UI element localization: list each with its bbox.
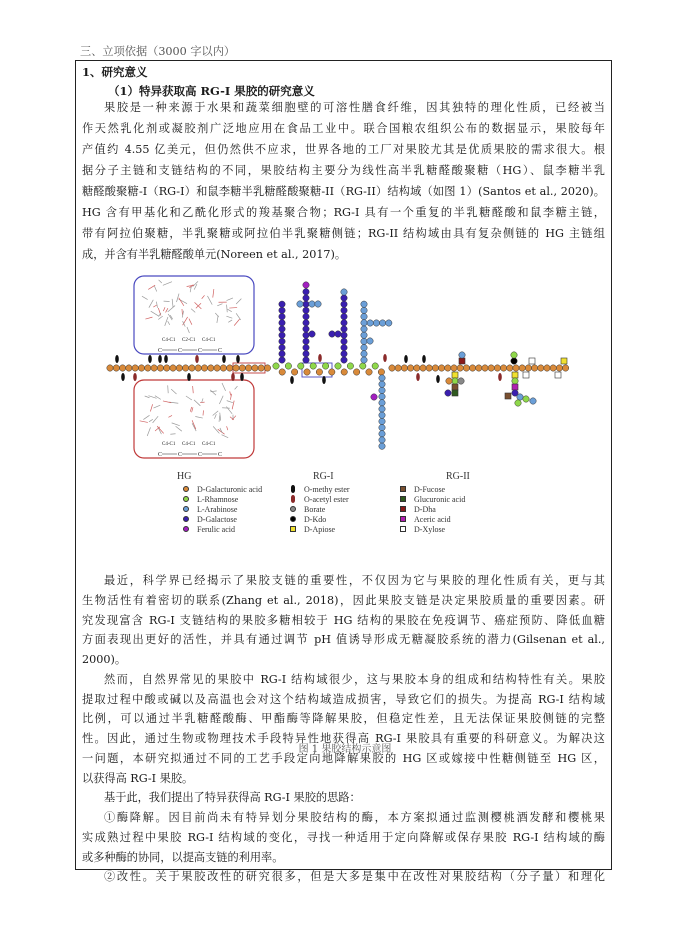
galacturonic-acid-unit: [220, 365, 226, 371]
galacturonic-acid-unit: [201, 365, 207, 371]
galactose-unit: [279, 320, 285, 326]
acetyl-ester-mark: [133, 373, 137, 381]
galacturonic-acid-unit: [304, 369, 310, 375]
galacturonic-acid-unit: [164, 365, 170, 371]
apiose-unit: [561, 358, 567, 364]
galacturonic-acid-unit: [252, 365, 258, 371]
galactose-unit: [341, 326, 347, 332]
arabinose-unit: [367, 320, 373, 326]
acetyl-ester-mark: [195, 355, 199, 363]
rhamnose-unit: [515, 400, 521, 406]
rhamnose-unit: [273, 363, 279, 369]
text-line: 实成熟过程中果胶 RG-I 结构域的变化，寻找一种适用于定向降解或保存果胶 RG-I 结构域的酶: [82, 830, 605, 844]
text-line: 2000)。: [82, 653, 127, 666]
galactose-unit: [341, 338, 347, 344]
linkage-label: C4-C1: [202, 442, 216, 447]
text-line: ②改性。关于果胶改性的研究很多，但是大多是集中在改性对果胶结构（分子量）和理化: [104, 870, 605, 884]
galacturonic-acid-unit: [538, 365, 544, 371]
xylose-unit: [523, 372, 529, 378]
galactose-unit: [279, 313, 285, 319]
galacturonic-acid-unit: [451, 365, 457, 371]
arabinose-unit: [361, 351, 367, 357]
galacturonic-acid-unit: [119, 365, 125, 371]
legend-swatch-icon: [400, 506, 406, 512]
arabinose-unit: [315, 301, 321, 307]
arabinose-unit: [379, 418, 385, 424]
galacturonic-acid-unit: [279, 369, 285, 375]
apiose-unit: [452, 372, 458, 378]
arabinose-unit: [297, 301, 303, 307]
rhamnose-unit: [452, 378, 458, 384]
galacturonic-acid-unit: [438, 365, 444, 371]
text-line: 成，并含有半乳糖醛酸单元(Noreen et al., 2017)。: [82, 248, 347, 261]
ferulic-acid-unit: [371, 394, 377, 400]
legend-label: Borate: [304, 504, 326, 514]
galactose-unit: [279, 332, 285, 338]
linkage-label: C4-C1: [202, 338, 216, 343]
galacturonic-acid-unit: [469, 365, 475, 371]
rhamnose-unit: [310, 363, 316, 369]
arabinose-unit: [361, 357, 367, 363]
arabinose-unit: [361, 307, 367, 313]
figure-caption: 图 1 果胶结构示意图: [298, 744, 392, 755]
legend-item: [290, 494, 350, 504]
legend-swatch-icon: [183, 506, 189, 512]
galacturonic-acid-unit: [531, 365, 537, 371]
legend-label: L-Arabinose: [197, 504, 238, 514]
galacturonic-acid-unit: [107, 365, 113, 371]
legend-column-1: [183, 484, 262, 534]
rhamnose-unit: [285, 363, 291, 369]
legend-swatch-icon: [290, 526, 296, 532]
text-line: 比例，可以通过半乳糖醛酸酶、甲酯酶等降解果胶，但稳定性差，且无法保证果胶侧链的完整: [82, 712, 605, 726]
acetyl-ester-mark: [318, 354, 322, 362]
galactose-unit: [279, 307, 285, 313]
galacturonic-acid-unit: [353, 369, 359, 375]
text-line: 性。因此，通过生物或物理技术手段特异性地获得高 RG-I 果胶具有重要的科研意义。为解决这: [82, 732, 605, 745]
arabinose-unit: [309, 301, 315, 307]
legend-swatch-icon: [400, 496, 406, 502]
text-line: 带有阿拉伯聚糖，半乳聚糖或阿拉伯半乳聚糖侧链；RG-II 结构域由具有复杂侧链的 HG 主链组: [82, 227, 605, 240]
galacturonic-acid-unit: [329, 369, 335, 375]
legend-label: Aceric acid: [414, 514, 451, 524]
rhamnose-unit: [360, 363, 366, 369]
legend-item: [290, 504, 350, 514]
rhamnose-unit: [512, 378, 518, 384]
legend-label: D-Fucose: [414, 484, 446, 494]
text-line: 一问题，本研究拟通过不同的工艺手段定向地降解果胶的 HG 区或嫁接中性糖侧链至 HG 区，: [82, 751, 605, 765]
galacturonic-acid-unit: [145, 365, 151, 371]
linkage-atom: C: [198, 452, 203, 458]
molecule-3d-sketch-top: [142, 280, 241, 333]
methyl-ester-mark: [404, 355, 408, 363]
galacturonic-acid-unit: [227, 365, 233, 371]
galacturonic-acid-unit: [482, 365, 488, 371]
legend-swatch-icon: [183, 516, 189, 522]
legend-item: [290, 514, 350, 524]
galacturonic-acid-unit: [401, 365, 407, 371]
galactose-unit: [303, 289, 309, 295]
arabinose-unit: [459, 352, 465, 358]
linkage-atom: C: [158, 452, 163, 458]
galactose-unit: [341, 351, 347, 357]
arabinose-unit: [361, 301, 367, 307]
legend-item: [400, 524, 465, 534]
methyl-ester-mark: [187, 373, 191, 381]
galactose-unit: [341, 307, 347, 313]
galacturonic-acid-unit: [157, 365, 163, 371]
methyl-ester-mark: [240, 373, 244, 381]
legend-label: Ferulic acid: [197, 524, 235, 534]
legend-item: [183, 524, 262, 534]
methyl-ester-mark: [115, 355, 119, 363]
legend-swatch-icon: [400, 526, 406, 532]
arabinose-unit: [379, 412, 385, 418]
legend-title-rg2: RG-II: [446, 471, 470, 482]
linkage-atom: C: [158, 348, 163, 354]
methyl-ester-mark: [290, 376, 294, 384]
legend-label: D-Kdo: [304, 514, 327, 524]
linkage-atom: C: [218, 452, 223, 458]
legend-item: [400, 504, 465, 514]
arabinose-unit: [361, 320, 367, 326]
arabinose-unit: [517, 394, 523, 400]
galacturonic-acid-unit: [264, 365, 270, 371]
text-line: 果胶是一种来源于水果和蔬菜细胞壁的可溶性膳食纤维，因其独特的理化性质，已经被当: [104, 101, 605, 114]
acetyl-ester-mark: [498, 373, 502, 381]
methyl-ester-mark: [436, 375, 440, 383]
rhamnose-unit: [347, 363, 353, 369]
galactose-unit: [341, 332, 347, 338]
subheading-rg1-significance: （1）特异获取高 RG-I 果胶的研究意义: [108, 84, 315, 98]
galacturonic-acid-unit: [132, 365, 138, 371]
galactose-unit: [279, 301, 285, 307]
methyl-ester-mark: [164, 355, 168, 363]
legend-swatch-icon: [183, 496, 189, 502]
borate-unit: [458, 378, 464, 384]
text-line: HG 含有甲基化和乙酰化形式的羧基聚合物；RG-I 具有一个重复的半乳糖醛酸和鼠李糖主链，: [82, 206, 605, 219]
galacturonic-acid-unit: [138, 365, 144, 371]
galactose-unit: [303, 332, 309, 338]
arabinose-unit: [386, 320, 392, 326]
galactose-unit: [341, 301, 347, 307]
linkage-atom: C: [178, 452, 183, 458]
linkage-label: C4-C1: [182, 442, 196, 447]
arabinose-unit: [367, 338, 373, 344]
galacturonic-acid-unit: [420, 365, 426, 371]
legend-swatch-icon: [400, 486, 406, 492]
galactose-unit: [303, 313, 309, 319]
text-line: 糖醛酸聚糖-I（RG-I）和鼠李糖半乳糖醛酸聚糖-II（RG-II）结构域（如图 1）(Santos et al., 2020)。: [82, 185, 605, 198]
legend-swatch-icon: [183, 486, 189, 492]
legend-item: [183, 484, 262, 494]
arabinose-unit: [379, 400, 385, 406]
galactose-unit: [341, 295, 347, 301]
legend-item: [290, 484, 350, 494]
methyl-ester-mark: [422, 355, 426, 363]
arabinose-unit: [379, 437, 385, 443]
galacturonic-acid-unit: [476, 365, 482, 371]
kdo-unit: [511, 358, 517, 364]
galacturonic-acid-unit: [513, 365, 519, 371]
linkage-label: C4-C1: [162, 442, 176, 447]
galacturonic-acid-unit: [445, 365, 451, 371]
galacturonic-acid-unit: [432, 365, 438, 371]
xylose-unit: [529, 358, 535, 364]
methyl-ester-mark: [322, 376, 326, 384]
legend-label: D-Galacturonic acid: [197, 484, 263, 494]
rhamnose-unit: [335, 363, 341, 369]
text-line: 方面表现出更好的活性，并具有通过调节 pH 值诱导形成无糖凝胶系统的潜力(Gilsenan et al.,: [82, 633, 605, 647]
legend-item: [183, 504, 262, 514]
galacturonic-acid-unit: [395, 365, 401, 371]
methyl-ester-mark: [222, 355, 226, 363]
galacturonic-acid-unit: [195, 365, 201, 371]
text-line: 以获得高 RG-I 果胶。: [82, 771, 194, 785]
acetyl-ester-mark: [231, 373, 235, 381]
linkage-atom: C: [218, 348, 223, 354]
arabinose-unit: [379, 387, 385, 393]
galactose-unit: [445, 390, 451, 396]
text-line: 然而，自然界常见的果胶中 RG-I 结构域很少，这与果胶本身的组成和结构特性有关。果胶: [104, 672, 605, 686]
galacturonic-acid-unit: [170, 365, 176, 371]
galactose-unit: [279, 326, 285, 332]
galactose-unit: [303, 301, 309, 307]
rhamnose-unit: [298, 363, 304, 369]
text-line: 提取过程中酸或碱以及高温也会对这个结构域造成损害，导致它们的损失。为提高 RG-I 结构域: [82, 692, 605, 706]
galacturonic-acid-unit: [507, 365, 513, 371]
legend-label: D-Xylose: [414, 524, 446, 534]
galactose-unit: [303, 344, 309, 350]
galacturonic-acid-unit: [366, 369, 372, 375]
arabinose-unit: [361, 332, 367, 338]
rhamnose-unit: [523, 396, 529, 402]
legend-swatch-icon: [291, 485, 295, 493]
galacturonic-acid-unit: [239, 365, 245, 371]
arabinose-unit: [361, 313, 367, 319]
galactose-unit: [303, 326, 309, 332]
legend-label: O-acetyl ester: [304, 494, 349, 504]
text-line: ①酶降解。因目前尚未有特异划分果胶结构的酶，本方案拟通过监测樱桃酒发酵和樱桃果: [104, 811, 605, 824]
arabinose-unit: [379, 406, 385, 412]
arabinose-unit: [341, 289, 347, 295]
arabinose-unit: [361, 344, 367, 350]
legend-label: L-Rhamnose: [197, 494, 239, 504]
text-line: 作天然乳化剂或凝胶剂广泛地应用在食品工业中。联合国粮农组织公布的数据显示，果胶每年: [82, 122, 605, 135]
galacturonic-acid-unit: [245, 365, 251, 371]
section-header: 三、立项依据（3000 字以内）: [80, 45, 236, 58]
galacturonic-acid-unit: [457, 365, 463, 371]
galactose-unit: [329, 331, 335, 337]
galacturonic-acid-unit: [176, 365, 182, 371]
legend-swatch-icon: [183, 526, 189, 532]
galacturonic-acid-unit: [291, 369, 297, 375]
galacturonic-acid-unit: [233, 365, 239, 371]
galacturonic-acid-unit: [463, 365, 469, 371]
arabinose-unit: [379, 443, 385, 449]
linkage-atom: C: [178, 348, 183, 354]
galactose-unit: [303, 307, 309, 313]
galacturonic-acid-unit: [500, 365, 506, 371]
galactose-unit: [303, 295, 309, 301]
legend-item: [400, 494, 465, 504]
arabinose-unit: [379, 431, 385, 437]
galactose-unit: [279, 344, 285, 350]
methyl-ester-mark: [121, 373, 125, 381]
galactose-unit: [341, 357, 347, 363]
galacturonic-acid-unit: [126, 365, 132, 371]
glucuronic-acid-unit: [452, 390, 458, 396]
text-line: 究发现富含 RG-I 支链结构的果胶多糖相较于 HG 结构的果胶在免疫调节、癌症预防、降低血糖: [82, 613, 605, 627]
arabinose-unit: [379, 320, 385, 326]
text-line: 产值约 4.55 亿美元，但仍然供不应求，世界各地的工厂对果胶尤其是优质果胶的需求很大。根: [82, 143, 605, 156]
aceric-acid-unit: [512, 384, 518, 390]
galacturonic-acid-unit: [151, 365, 157, 371]
galactose-unit: [341, 320, 347, 326]
text-line: 生物活性有着密切的联系(Zhang et al., 2018)，因此果胶支链是决定果胶质量的重要因素。研: [82, 593, 605, 607]
document-frame: [75, 60, 612, 884]
galactose-unit: [309, 331, 315, 337]
molecule-3d-sketch-bottom: [140, 383, 238, 438]
galactose-unit: [279, 351, 285, 357]
galacturonic-acid-unit: [556, 365, 562, 371]
acetyl-ester-mark: [383, 354, 387, 362]
galacturonic-acid-unit: [488, 365, 494, 371]
legend-swatch-icon: [400, 516, 406, 522]
galactose-unit: [303, 357, 309, 363]
legend-swatch-icon: [291, 495, 295, 503]
arabinose-unit: [379, 375, 385, 381]
legend-item: [400, 484, 465, 494]
galacturonic-acid-unit: [494, 365, 500, 371]
galacturonic-acid-unit: [407, 365, 413, 371]
galacturonic-acid-unit: [519, 365, 525, 371]
arabinose-unit: [361, 326, 367, 332]
galacturonic-acid-unit: [378, 369, 384, 375]
apiose-unit: [512, 372, 518, 378]
galacturonic-acid-unit: [562, 365, 568, 371]
galacturonic-acid-unit: [341, 369, 347, 375]
galacturonic-acid-unit: [189, 365, 195, 371]
galactose-unit: [303, 338, 309, 344]
legend-item: [290, 524, 350, 534]
text-line: 或多种酶的协同，以提高支链的利用率。: [82, 850, 284, 864]
galactose-unit: [335, 331, 341, 337]
arabinose-unit: [379, 393, 385, 399]
legend-label: D-Dha: [414, 504, 436, 514]
legend-column-2: [290, 484, 350, 534]
legend-item: [183, 514, 262, 524]
galactose-unit: [279, 338, 285, 344]
galacturonic-acid-unit: [544, 365, 550, 371]
galactose-unit: [341, 344, 347, 350]
text-line: 据分子主链和支链结构的不同，果胶结构主要分为线性高半乳糖醛酸聚糖（HG）、鼠李糖半乳: [82, 164, 605, 177]
text-line: 基于此，我们提出了特异获得高 RG-I 果胶的思路：: [104, 791, 361, 805]
galacturonic-acid-unit: [316, 369, 322, 375]
legend-title-hg: HG: [177, 471, 192, 482]
arabinose-unit: [379, 381, 385, 387]
legend-label: D-Galactose: [197, 514, 237, 524]
legend-item: [400, 514, 465, 524]
galacturonic-acid-unit: [182, 365, 188, 371]
methyl-ester-mark: [236, 355, 240, 363]
galacturonic-acid-unit: [446, 378, 452, 384]
acetyl-ester-mark: [416, 373, 420, 381]
galacturonic-acid-unit: [550, 365, 556, 371]
fucose-unit: [505, 393, 511, 399]
pectin-structure-diagram: [100, 266, 590, 466]
legend-label: O-methy ester: [304, 484, 350, 494]
arabinose-unit: [530, 398, 536, 404]
galactose-unit: [279, 357, 285, 363]
galactose-unit: [303, 320, 309, 326]
ferulic-acid-unit: [303, 282, 309, 288]
rhamnose-unit: [322, 363, 328, 369]
galacturonic-acid-unit: [525, 365, 531, 371]
legend-swatch-icon: [290, 516, 296, 522]
rhamnose-unit: [372, 363, 378, 369]
rhamnose-unit: [511, 352, 517, 358]
galactose-unit: [303, 351, 309, 357]
galacturonic-acid-unit: [208, 365, 214, 371]
legend-label: D-Apiose: [304, 524, 336, 534]
arabinose-unit: [361, 338, 367, 344]
legend-item: [183, 494, 262, 504]
dha-unit: [459, 358, 465, 364]
galacturonic-acid-unit: [426, 365, 432, 371]
methyl-ester-mark: [158, 355, 162, 363]
text-line: 最近，科学界已经揭示了果胶支链的重要性，不仅因为它与果胶的理化性质有关，更与其: [104, 574, 605, 587]
legend-title-rg1: RG-I: [313, 471, 334, 482]
linkage-atom: C: [198, 348, 203, 354]
galacturonic-acid-unit: [258, 365, 264, 371]
galacturonic-acid-unit: [214, 365, 220, 371]
methyl-ester-mark: [148, 355, 152, 363]
arabinose-unit: [379, 424, 385, 430]
legend-label: Glucuronic acid: [414, 494, 466, 504]
linkage-label: C2-C1: [182, 338, 196, 343]
linkage-label: C4-C1: [162, 338, 176, 343]
arabinose-unit: [373, 320, 379, 326]
galactose-unit: [341, 313, 347, 319]
galacturonic-acid-unit: [414, 365, 420, 371]
heading-research-significance: 1、研究意义: [82, 65, 148, 79]
galacturonic-acid-unit: [113, 365, 119, 371]
xylose-unit: [555, 372, 561, 378]
legend-column-3: [400, 484, 465, 534]
galacturonic-acid-unit: [389, 365, 395, 371]
legend-swatch-icon: [290, 506, 296, 512]
fucose-unit: [452, 384, 458, 390]
